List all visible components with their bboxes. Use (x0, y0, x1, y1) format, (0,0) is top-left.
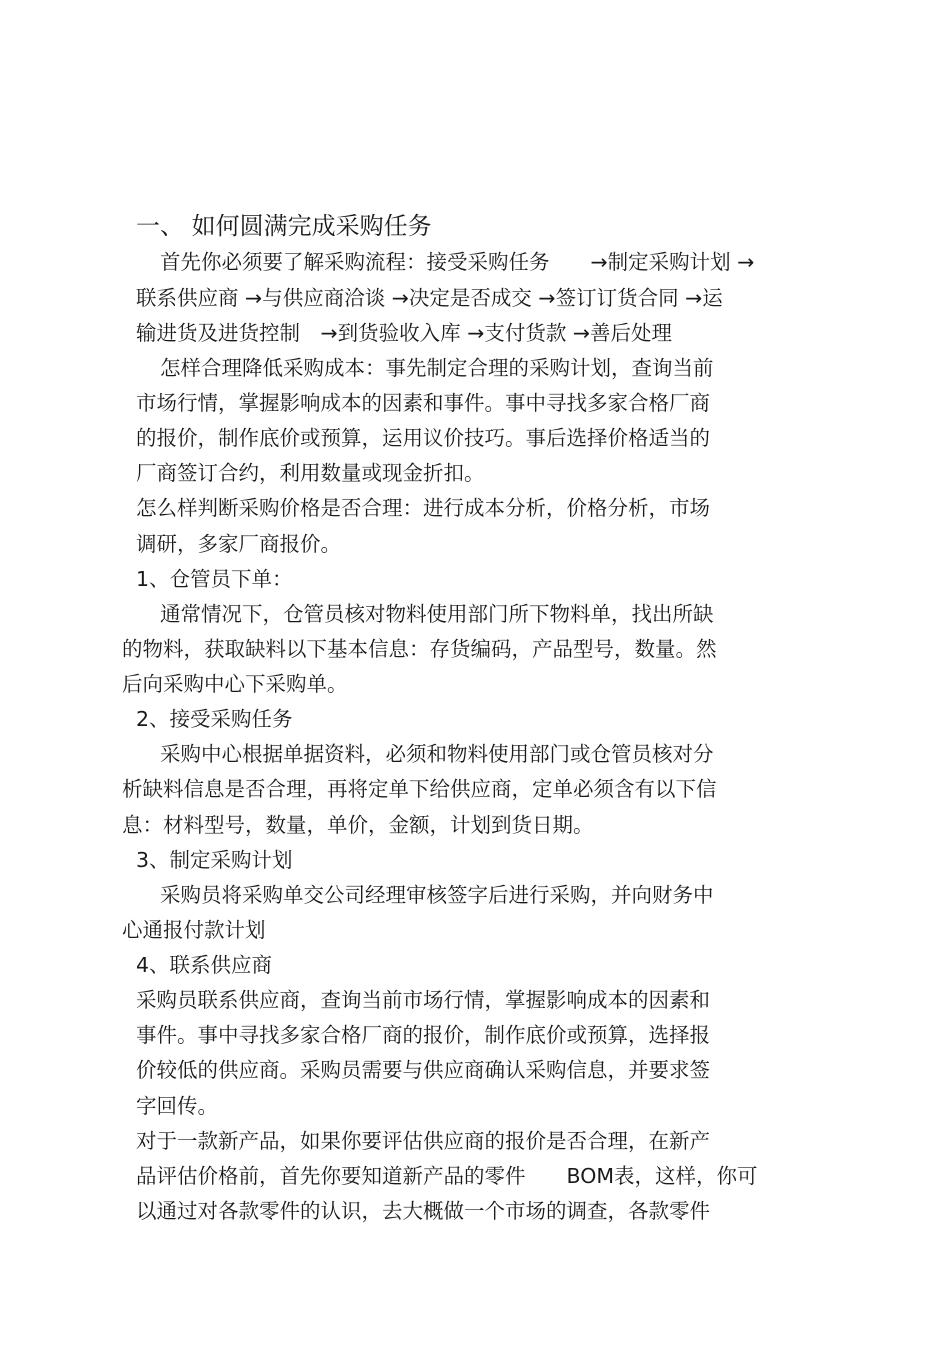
text-line: 以通过对各款零件的认识，去大概做一个市场的调查，各款零件 (136, 1199, 710, 1223)
text-line: 联系供应商 →与供应商洽谈 →决定是否成交 →签订订货合同 →运 (136, 286, 723, 310)
text-line: 事件。事中寻找多家合格厂商的报价，制作底价或预算，选择报 (136, 1023, 710, 1047)
section-heading: 一、 如何圆满完成采购任务 (136, 212, 432, 240)
text-line: 息：材料型号，数量，单价，金额，计划到货日期。 (122, 813, 594, 837)
subheading: 2、接受采购任务 (136, 707, 293, 731)
subheading: 1、仓管员下单： (136, 567, 293, 591)
text-line: 价较低的供应商。采购员需要与供应商确认采购信息，并要求签 (136, 1058, 710, 1082)
text-line: 调研，多家厂商报价。 (136, 532, 341, 556)
text-line: 的报价，制作底价或预算，运用议价技巧。事后选择价格适当的 (136, 426, 710, 450)
text-line: 通常情况下，仓管员核对物料使用部门所下物料单，找出所缺 (160, 602, 714, 626)
text-line: 对于一款新产品，如果你要评估供应商的报价是否合理，在新产 (136, 1129, 710, 1153)
text-line: 采购中心根据单据资料，必须和物料使用部门或仓管员核对分 (160, 742, 714, 766)
text-line: 品评估价格前，首先你要知道新产品的零件 BOM表，这样，你可 (136, 1164, 758, 1188)
text-line: 字回传。 (136, 1094, 218, 1118)
subheading: 4、联系供应商 (136, 953, 273, 977)
text-line: 采购员将采购单交公司经理审核签字后进行采购，并向财务中 (160, 883, 714, 907)
text-line: 的物料，获取缺料以下基本信息：存货编码，产品型号，数量。然 (122, 637, 717, 661)
text-line: 心通报付款计划 (122, 918, 266, 942)
text-line: 输进货及进货控制 →到货验收入库 →支付货款 →善后处理 (136, 321, 673, 345)
text-line: 首先你必须要了解采购流程：接受采购任务 →制定采购计划 → (160, 250, 755, 274)
subheading: 3、制定采购计划 (136, 848, 293, 872)
text-line: 厂商签订合约，利用数量或现金折扣。 (136, 461, 485, 485)
text-line: 怎样合理降低采购成本：事先制定合理的采购计划，查询当前 (160, 356, 714, 380)
text-line: 后向采购中心下采购单。 (122, 672, 348, 696)
text-line: 市场行情，掌握影响成本的因素和事件。事中寻找多家合格厂商 (136, 391, 710, 415)
text-line: 采购员联系供应商，查询当前市场行情，掌握影响成本的因素和 (136, 988, 710, 1012)
text-line: 析缺料信息是否合理，再将定单下给供应商，定单必须含有以下信 (122, 777, 717, 801)
text-line: 怎么样判断采购价格是否合理：进行成本分析，价格分析，市场 (136, 496, 710, 520)
